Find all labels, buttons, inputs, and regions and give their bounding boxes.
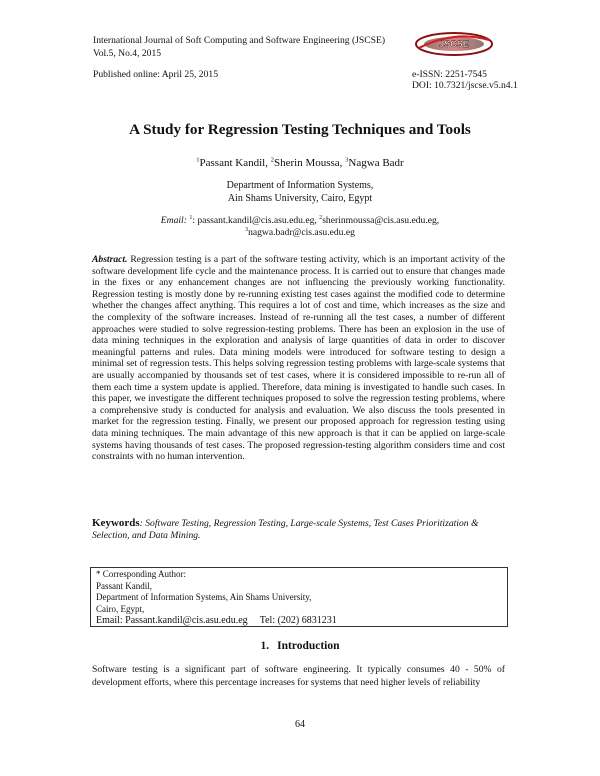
author-list xyxy=(0,157,600,169)
jscse-logo xyxy=(411,26,497,62)
author-name: Sherin Moussa, xyxy=(273,157,346,169)
email-sup: 2 xyxy=(319,214,323,221)
abstract-label: Abstract. xyxy=(92,254,128,265)
section-number: 1. xyxy=(260,640,270,652)
doi: DOI: 10.7321/jscse.v5.n4.1 xyxy=(412,80,518,91)
section-heading xyxy=(0,640,600,652)
email-sup: 3 xyxy=(245,226,249,233)
affiliation-line: Department of Information Systems, xyxy=(226,180,374,191)
corr-email: Email: Passant.kandil@cis.asu.edu.eg xyxy=(96,615,248,626)
corr-line: Department of Information Systems, Ain Shams University, xyxy=(96,592,312,602)
author-emails xyxy=(0,215,600,238)
email-address: : passant.kandil@cis.asu.edu.eg, xyxy=(192,215,320,226)
corresponding-author-box xyxy=(90,567,508,627)
abstract xyxy=(92,254,505,463)
corr-tel: Tel: (202) 6831231 xyxy=(259,615,337,626)
author-sup: 3 xyxy=(345,156,349,164)
email-sup: 1 xyxy=(189,214,193,221)
email-label: Email: xyxy=(160,215,190,226)
corr-line: Passant Kandil, xyxy=(96,580,152,591)
publication-date: Published online: April 25, 2015 xyxy=(93,69,218,80)
journal-header xyxy=(93,34,385,60)
corr-line: * Corresponding Author: xyxy=(96,569,186,579)
author-name: Passant Kandil, xyxy=(199,157,271,169)
abstract-text: Regression testing is a part of the software testing activity, which is an important activity of the software development life cycle and the maintenance process. It is carried out to ensure that changes made in the fixes or any enhancement changes are not influencing the previously working functionality. Regression testing is mostly done by re-running existing test cases against the modified code to determine whether the changes affect anything. This requires a lot of cost and time, which increases as the size and the complexity of the software increases. Instead of re-running all the test cases, a number of different approaches were studied to solve regression-testing problems. There has been an explosion in the use of data mining techniques in the exploration and analysis of large quantities of data in order to discover meaningful patterns and rules. Data mining models were introduced for software testing to design a minimal set of regression tests. This helps solving regression testing problems with large-scale systems that are usually accompanied by thousands set of test cases, where it is considered impossible to re-run all of them each time a system update is applied. Therefore, data mining is investigated to handle such cases. In this paper, we investigate the different techniques proposed to solve the regression testing problems, where a comprehensive study is conducted for analysis and evaluation. We also discuss the tools presented in market for the regression testing. Finally, we present our proposed approach for regression testing using data mining techniques. The main advantage of this new approach is that it can be applied on large-scale systems having thousands of test cases. The proposed regression-testing algorithm considers time and cost constraints with no human intervention. xyxy=(92,254,505,463)
author-sup: 1 xyxy=(196,156,200,164)
eissn: e-ISSN: 2251-7545 xyxy=(412,69,487,80)
page-number: 64 xyxy=(295,719,305,730)
corr-contact xyxy=(96,615,502,627)
issn-block xyxy=(412,69,518,91)
keywords-text: : Software Testing, Regression Testing, Large-scale Systems, Test Cases Prioritization & Selection, and Data Mining. xyxy=(92,518,479,541)
logo-text: JSCSE xyxy=(439,39,469,49)
corr-line: Cairo, Egypt, xyxy=(96,603,145,614)
section-title: Introduction xyxy=(277,640,340,652)
affiliation-line: Ain Shams University, Cairo, Egypt xyxy=(227,192,373,204)
affiliation xyxy=(0,180,600,205)
author-sup: 2 xyxy=(270,156,274,164)
keywords xyxy=(92,517,505,542)
email-address: nagwa.badr@cis.asu.edu.eg xyxy=(248,226,355,238)
paper-title: A Study for Regression Testing Techniques and Tools xyxy=(129,121,471,138)
intro-paragraph: Software testing is a significant part of software engineering. It typically consumes 40 - 50% of development efforts, where this percentage increases for systems that need higher levels of reliability xyxy=(92,664,505,688)
journal-volume: Vol.5, No.4, 2015 xyxy=(93,48,162,59)
email-address: sherinmoussa@cis.asu.edu.eg, xyxy=(322,215,440,226)
author-name: Nagwa Badr xyxy=(348,157,404,169)
keywords-label: Keywords xyxy=(92,517,140,529)
journal-name: International Journal of Soft Computing and Software Engineering (JSCSE) xyxy=(93,35,386,46)
